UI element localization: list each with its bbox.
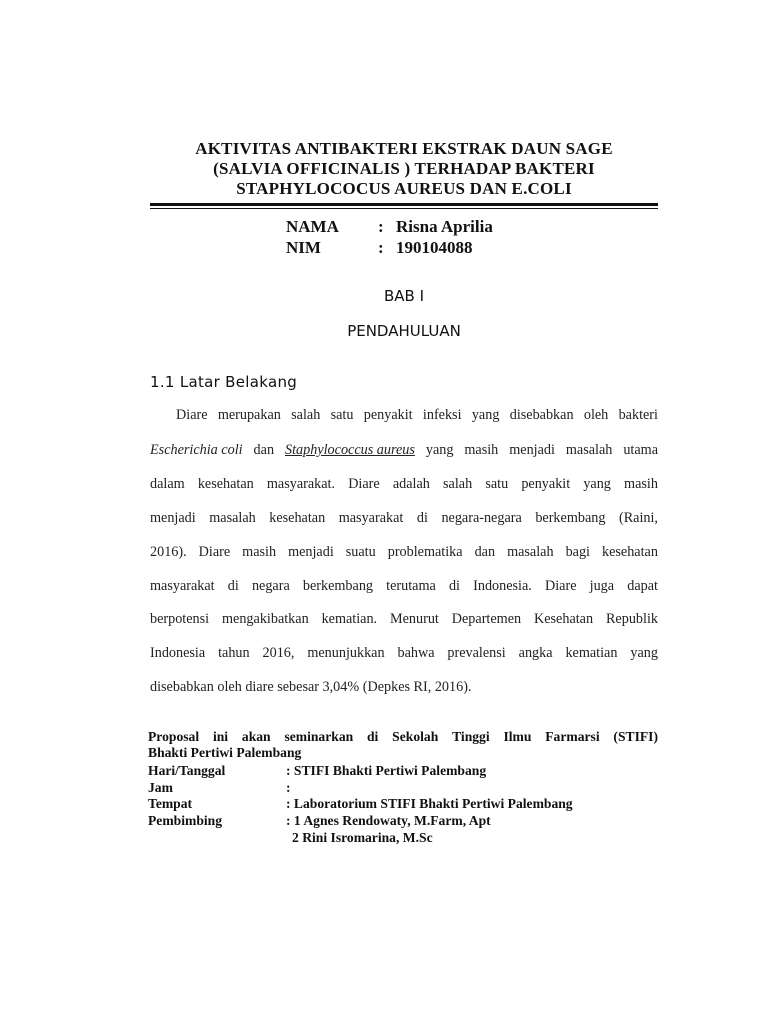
word: masalah <box>565 442 613 458</box>
word: Proposal <box>148 729 200 744</box>
word: dalam <box>150 476 185 492</box>
title-line-1: AKTIVITAS ANTIBAKTERI EKSTRAK DAUN SAGE <box>195 139 613 158</box>
word: seminarkan <box>284 729 354 744</box>
word: masalah <box>507 544 554 560</box>
word: angka <box>518 645 553 661</box>
word: kesehatan <box>602 544 658 560</box>
para-line <box>150 611 658 631</box>
word: di <box>367 729 379 744</box>
word: berkembang <box>535 510 606 526</box>
word: kematian. <box>321 611 378 627</box>
word: Diare <box>348 476 380 492</box>
word: menjadi <box>288 544 334 560</box>
title-divider-thick <box>150 203 658 206</box>
para-line <box>150 645 658 665</box>
word: prevalensi <box>447 645 506 661</box>
chapter-number: BAB I <box>383 287 425 305</box>
word: yang <box>583 476 611 492</box>
place-value: : Laboratorium STIFI Bhakti Pertiwi Palembang <box>286 796 573 811</box>
word: mengakibatkan <box>222 611 309 627</box>
word: masyarakat <box>338 510 404 526</box>
para-line-words <box>176 407 658 424</box>
word: masih <box>464 442 499 458</box>
proposal-line-2: Bhakti Pertiwi Palembang <box>148 745 302 760</box>
species-saureus: Staphylococcus aureus <box>285 442 415 458</box>
word: masih <box>624 476 658 492</box>
word: salah <box>291 407 321 423</box>
word: Indonesia. <box>473 578 532 594</box>
word: penyakit <box>363 407 413 423</box>
word: ini <box>212 729 229 744</box>
word: problematika <box>387 544 463 560</box>
word: dan <box>474 544 496 560</box>
para-line-last: disebabkan oleh diare sebesar 3,04% (Depkes RI, 2016). <box>150 679 472 695</box>
para-line <box>150 476 658 496</box>
word: kematian <box>565 645 618 661</box>
para-line <box>150 510 658 530</box>
advisor-2-value: 2 Rini Isromarina, M.Sc <box>292 830 433 845</box>
word: bakteri <box>618 407 658 423</box>
section-heading: 1.1 Latar Belakang <box>150 373 298 391</box>
word: masih <box>242 544 277 560</box>
document-title <box>150 139 658 199</box>
species-ecoli: Escherichia coli <box>150 442 243 458</box>
name-value: Risna Aprilia <box>396 217 493 236</box>
word: di <box>416 510 428 526</box>
word: masalah <box>209 510 256 526</box>
word: kesehatan <box>269 510 326 526</box>
word: menunjukkan <box>307 645 385 661</box>
word: juga <box>589 578 615 594</box>
word: Kesehatan <box>533 611 594 627</box>
name-colon: : <box>378 217 384 236</box>
word: kesehatan <box>197 476 254 492</box>
word: utama <box>623 442 658 458</box>
time-label: Jam <box>148 780 173 795</box>
word: menjadi <box>150 510 196 526</box>
word: masyarakat <box>150 578 215 594</box>
word: 2016, <box>262 645 295 661</box>
advisor-label: Pembimbing <box>148 813 223 828</box>
word: tahun <box>218 645 250 661</box>
advisor-1-value: : 1 Agnes Rendowaty, M.Farm, Apt <box>286 813 491 828</box>
nim-colon: : <box>378 238 384 257</box>
word: satu <box>330 407 354 423</box>
word: dapat <box>627 578 658 594</box>
word: disebabkan <box>509 407 574 423</box>
word: masyarakat. <box>266 476 336 492</box>
word: Republik <box>605 611 658 627</box>
word: Tinggi <box>452 729 490 744</box>
word: berpotensi <box>150 611 210 627</box>
word: Farmarsi <box>545 729 600 744</box>
para-line: Escherichia coli dan Staphylococcus aureus yang masih menjadi masalah utama <box>150 442 658 458</box>
word: terutama <box>386 578 436 594</box>
word: Ilmu <box>503 729 532 744</box>
word: satu <box>485 476 509 492</box>
word: Diare <box>176 407 208 423</box>
word: 2016). <box>150 544 187 560</box>
word: Departemen <box>451 611 522 627</box>
word: Diare <box>198 544 231 560</box>
word: Menurut <box>390 611 439 627</box>
title-divider-thin <box>150 208 658 209</box>
word: negara <box>251 578 290 594</box>
chapter-name: PENDAHULUAN <box>347 322 461 340</box>
word: adalah <box>392 476 430 492</box>
word: menjadi <box>509 442 555 458</box>
proposal-line-1 <box>148 728 658 745</box>
word: di <box>227 578 239 594</box>
word: penyakit <box>521 476 571 492</box>
word: (STIFI) <box>613 729 658 744</box>
word: suatu <box>345 544 376 560</box>
title-line-2: (SALVIA OFFICINALIS ) TERHADAP BAKTERI <box>213 159 595 178</box>
word: yang <box>630 645 658 661</box>
place-label: Tempat <box>148 796 193 811</box>
word: berkembang <box>302 578 374 594</box>
word: (Raini, <box>618 510 658 526</box>
nim-value: 190104088 <box>396 238 473 257</box>
nim-label: NIM <box>286 238 321 257</box>
title-line-3: STAPHYLOCOCUS AUREUS DAN E.COLI <box>236 179 572 198</box>
word: bahwa <box>397 645 435 661</box>
word: Diare <box>544 578 577 594</box>
para-line <box>176 407 658 427</box>
word: yang <box>425 442 454 458</box>
para-line <box>150 578 658 598</box>
para-line <box>150 544 658 564</box>
word: oleh <box>583 407 609 423</box>
date-value: : STIFI Bhakti Pertiwi Palembang <box>286 763 487 778</box>
word: bagi <box>565 544 590 560</box>
word: akan <box>241 729 271 744</box>
word: Sekolah <box>392 729 439 744</box>
word: yang <box>471 407 500 423</box>
time-value: : <box>286 780 291 795</box>
word: di <box>448 578 460 594</box>
name-label: NAMA <box>286 217 339 236</box>
word: negara-negara <box>441 510 522 526</box>
word: Indonesia <box>150 645 206 661</box>
word: merupakan <box>217 407 281 423</box>
date-label: Hari/Tanggal <box>148 763 226 778</box>
word: infeksi <box>422 407 462 423</box>
word: salah <box>443 476 473 492</box>
